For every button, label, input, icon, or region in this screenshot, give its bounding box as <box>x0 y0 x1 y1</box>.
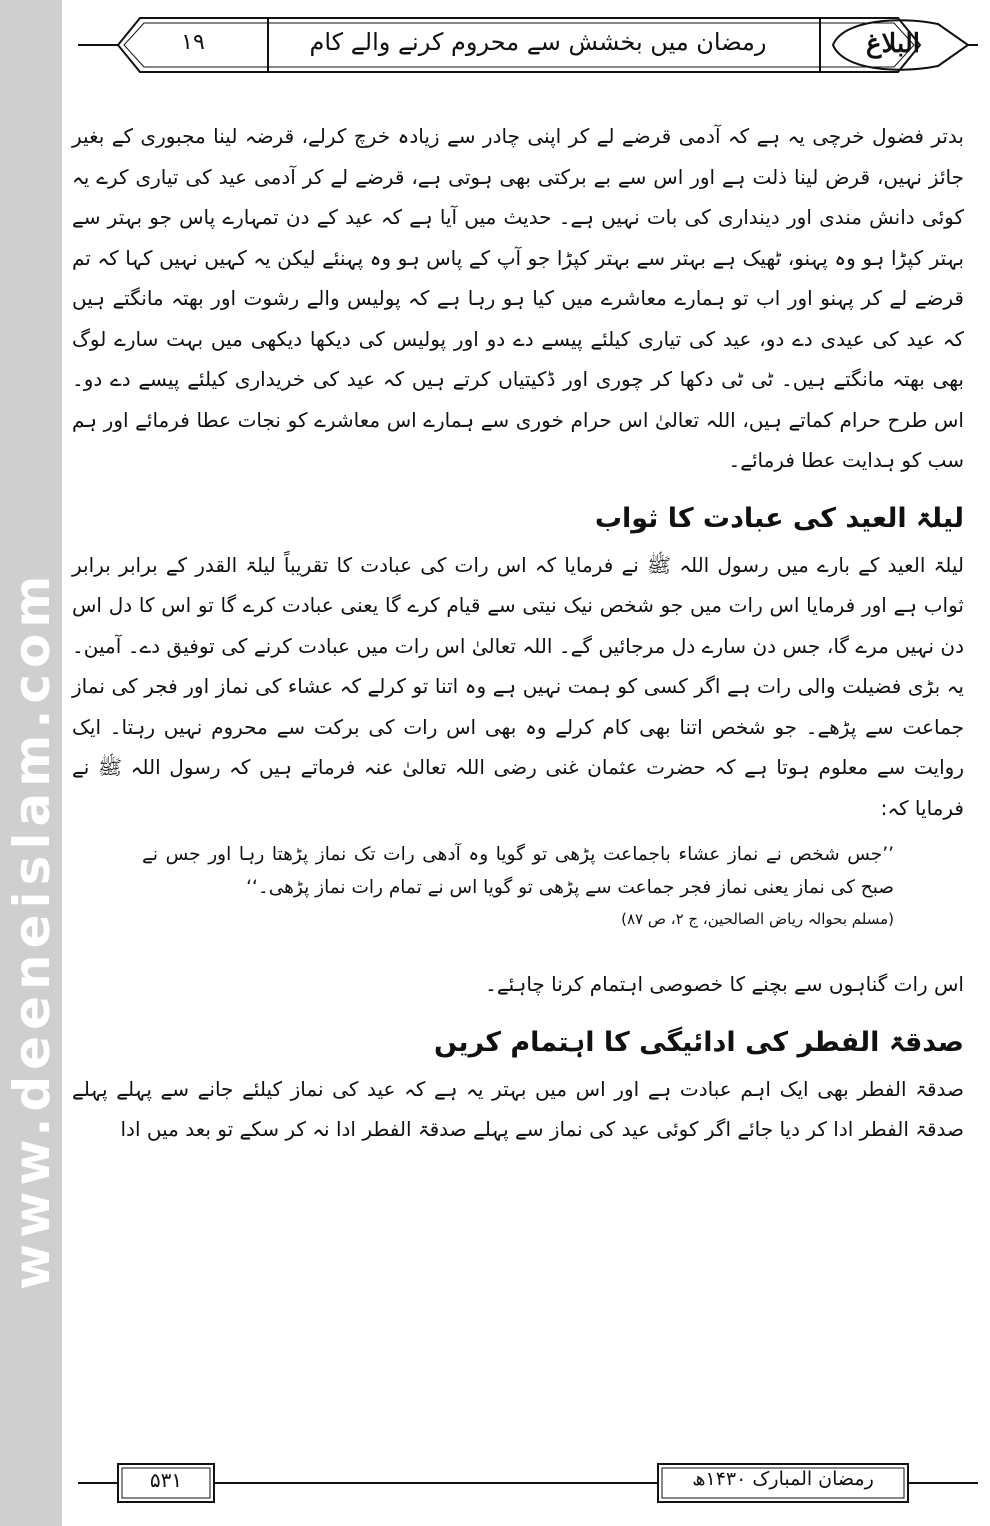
header-page-number: ۱۹ <box>181 30 205 55</box>
watermark-text: www.deeneislam.com <box>3 569 61 1290</box>
section-heading-laylat-al-eid: لیلۃ العید کی عبادت کا ثواب <box>594 502 964 534</box>
section-heading-sadaqat-al-fitr: صدقۃ الفطر کی ادائیگی کا اہتمام کریں <box>434 1026 964 1058</box>
magazine-logo: البلاغ <box>865 29 921 59</box>
section-paragraph: صدقۃ الفطر بھی ایک اہم عبادت ہے اور اس میں بہتر یہ ہے کہ عید کی نماز کیلئے جانے سے پہلے پہلے صدقۃ الفطر ادا کر دیا جائے اگر کوئی عید کی نماز سے پہلے صدقۃ الفطر ادا نہ کر سکے تو بعد میں ادا <box>72 1076 964 1141</box>
footer-page-number: ۵۳۱ <box>149 1468 183 1492</box>
watermark-strip <box>0 0 62 1526</box>
footer-issue-date: رمضان المبارک ۱۴۳۰ھ <box>692 1468 874 1490</box>
intro-paragraph: بدتر فضول خرچی یہ ہے کہ آدمی قرضے لے کر اپنی چادر سے زیادہ خرچ کرلے، قرضہ لینا مجبوری کے بغیر جائز نہیں، قرض لینا ذلت ہے اور اس سے بے برکتی بھی ہوتی ہے، قرضے لے کر آدمی عید کی تیاری کرے یہ کوئی دانش مندی اور دینداری کی بات نہیں ہے۔ حدیث میں آیا ہے کہ عید کے دن تمہارے پاس جو بہتر سے بہتر کپڑا ہو وہ پہنو، ٹھیک ہے بہتر سے بہتر کپڑا جو آپ کے پاس ہو وہ پہنئے لیکن یہ کہیں نہیں کہا کہ تم قرضے لے کر پہنو اور اب تو ہمارے معاشرے میں کیا ہو رہا ہے کہ پولیس والے رشوت اور بھتہ مانگتے ہیں کہ عید کی عیدی دے دو، عید کی تیاری کیلئے پیسے دے دو اور پولیس کی دیکھا دیکھی میں بہت سارے لوگ بھی بھتہ مانگتے ہیں۔ ٹی ٹی دکھا کر چوری اور ڈکیتیاں کرتے ہیں کہ عید کی خریداری کیلئے پیسے دے دو۔ اس طرح حرام کماتے ہیں، اللہ تعالیٰ اس حرام خوری سے ہمارے اس معاشرے کو نجات عطا فرمائے اور ہم سب کو ہدایت عطا فرمائے۔ <box>72 124 964 472</box>
article-body <box>72 116 964 1150</box>
closing-paragraph: اس رات گناہوں سے بچنے کا خصوصی اہتمام کرنا چاہئے۔ <box>485 972 964 996</box>
page-header <box>78 10 978 80</box>
section-paragraph: لیلۃ العید کے بارے میں رسول اللہ ﷺ نے فرمایا کہ اس رات کی عبادت کا تقریباً لیلۃ القدر کے برابر برابر ثواب ہے اور فرمایا اس رات میں جو شخص نیک نیتی سے قیام کرے گا یعنی عبادت کرے گا تو اس کا دل اس دن نہیں مرے گا، جس دن سارے دل مرجائیں گے۔ اللہ تعالیٰ اس رات میں عبادت کرنے کی توفیق دے۔ آمین۔ یہ بڑی فضیلت والی رات ہے اگر کسی کو ہمت نہیں ہے وہ اتنا تو کرلے کہ عشاء کی نماز اور فجر کی نماز جماعت سے پڑھے۔ جو شخص اتنا بھی کام کرلے وہ بھی اس رات کی برکت سے محروم نہیں رہتا۔ ایک روایت سے معلوم ہوتا ہے کہ حضرت عثمان غنی رضی اللہ تعالیٰ عنہ فرماتے ہیں کہ رسول اللہ ﷺ نے فرمایا کہ: <box>72 552 964 820</box>
page-footer <box>78 1458 978 1508</box>
hadith-citation: (مسلم بحوالہ ریاض الصالحین، ج ۲، ص ۸۷) <box>621 910 894 928</box>
header-title: رمضان میں بخشش سے محروم کرنے والے کام <box>309 28 767 56</box>
hadith-quote: ’’جس شخص نے نماز عشاء باجماعت پڑھی تو گویا وہ آدھی رات تک نماز پڑھتا رہا اور جس نے صبح کی نماز یعنی نماز فجر جماعت سے پڑھی تو گویا اس نے تمام رات نماز پڑھی۔‘‘ <box>142 844 894 898</box>
